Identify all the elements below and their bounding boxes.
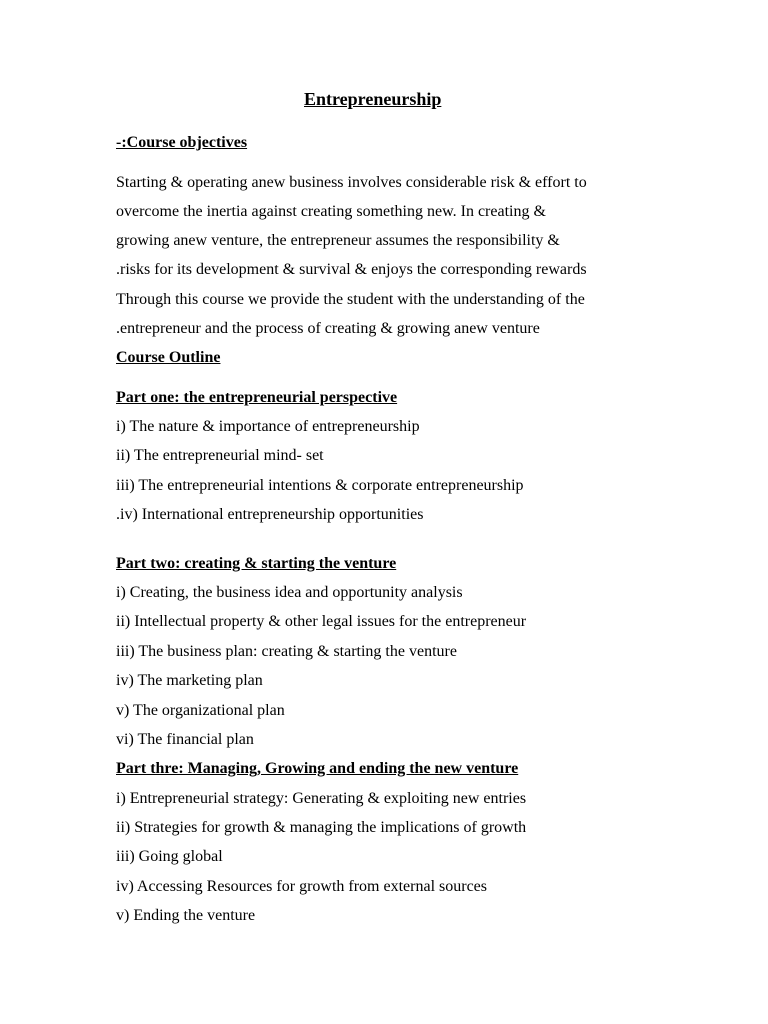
part-two-item-2: ii) Intellectual property & other legal issues for the entrepreneur xyxy=(116,613,527,630)
part-two-item-5: v) The organizational plan xyxy=(116,702,285,719)
course-outline-heading: Course Outline xyxy=(116,349,221,366)
part-three-item-3: iii) Going global xyxy=(116,848,223,865)
part-two-item-4: iv) The marketing plan xyxy=(116,672,263,689)
document-title: Entrepreneurship xyxy=(304,89,442,109)
objectives-line-5: Through this course we provide the student with the understanding of the xyxy=(116,291,585,308)
objectives-line-1: Starting & operating anew business involves considerable risk & effort to xyxy=(116,174,587,191)
objectives-line-4: .risks for its development & survival & enjoys the corresponding rewards xyxy=(116,261,587,278)
part-one-item-4: .iv) International entrepreneurship opportunities xyxy=(116,506,424,523)
part-two-item-6: vi) The financial plan xyxy=(116,731,254,748)
objectives-line-2: overcome the inertia against creating something new. In creating & xyxy=(116,203,546,220)
part-three-heading: Part thre: Managing, Growing and ending the new venture xyxy=(116,760,519,777)
objectives-line-3: growing anew venture, the entrepreneur assumes the responsibility & xyxy=(116,232,560,249)
part-two-item-1: i) Creating, the business idea and opportunity analysis xyxy=(116,584,463,601)
part-one-heading: Part one: the entrepreneurial perspective xyxy=(116,389,398,406)
part-one-item-2: ii) The entrepreneurial mind- set xyxy=(116,447,324,464)
part-three-item-5: v) Ending the venture xyxy=(116,907,256,924)
part-three-item-4: iv) Accessing Resources for growth from external sources xyxy=(116,878,487,895)
part-two-item-3: iii) The business plan: creating & starting the venture xyxy=(116,643,457,660)
part-two-heading: Part two: creating & starting the venture xyxy=(116,555,397,572)
part-three-item-1: i) Entrepreneurial strategy: Generating & exploiting new entries xyxy=(116,790,527,807)
part-one-item-3: iii) The entrepreneurial intentions & corporate entrepreneurship xyxy=(116,477,524,494)
course-objectives-heading: -:Course objectives xyxy=(116,134,248,151)
part-three-item-2: ii) Strategies for growth & managing the implications of growth xyxy=(116,819,527,836)
part-one-item-1: i) The nature & importance of entrepreneurship xyxy=(116,418,420,435)
objectives-line-6: .entrepreneur and the process of creating & growing anew venture xyxy=(116,320,540,337)
